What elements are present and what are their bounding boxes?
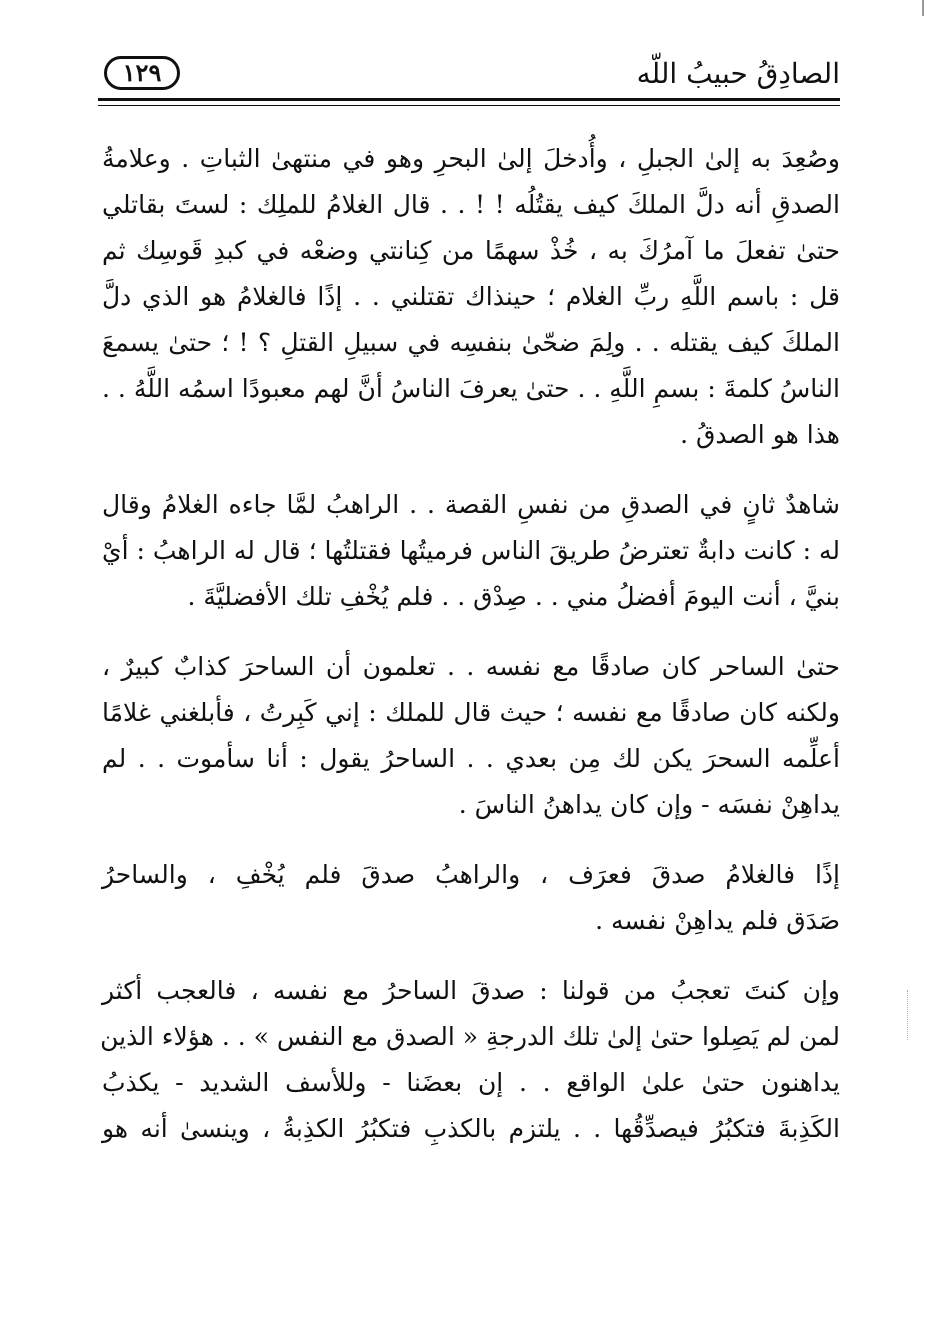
- text-line: يداهنون حتىٰ علىٰ الواقع . . إن بعضَنا - وللأسف الشديد - يكذبُ: [102, 1068, 840, 1097]
- text-line: قل : باسم اللَّهِ ربِّ الغلام ؛ حينذاك تقتلني . . إذًا فالغلامُ هو الذي دلَّ: [102, 282, 840, 311]
- text-line: له : كانت دابةٌ تعترضُ طريقَ الناس فرميتُها فقتلتُها ؛ قال له الراهبُ : أيْ: [102, 536, 840, 565]
- text-line: حتىٰ تفعلَ ما آمرُكَ به ، خُذْ سهمًا من كِنانتي وضعْه في كبدِ قَوسِك ثم: [102, 236, 840, 265]
- text-line: إذًا فالغلامُ صدقَ فعرَف ، والراهبُ صدقَ فلم يُخْفِ ، والساحرُ: [102, 860, 840, 889]
- paragraph: [102, 644, 840, 828]
- page-number-badge: ١٢٩: [104, 56, 180, 90]
- page-header: [98, 52, 840, 108]
- text-line: هذا هو الصدقُ .: [680, 420, 840, 449]
- paragraph: [102, 852, 840, 944]
- page-body: [102, 136, 840, 1176]
- paragraph: [102, 968, 840, 1152]
- header-rule-thick: [98, 98, 840, 101]
- scan-margin-dots: [906, 990, 908, 1040]
- text-line: الصدقِ أنه دلَّ الملكَ كيف يقتُلُه ! ! . . قال الغلامُ للملِك : لستَ بقاتلي: [102, 190, 840, 219]
- paragraph: [102, 136, 840, 458]
- text-line: بنيَّ ، أنت اليومَ أفضلُ مني . . صِدْق . . فلم يُخْفِ تلك الأفضليَّةَ .: [187, 582, 840, 611]
- text-line: وصُعِدَ به إلىٰ الجبلِ ، وأُدخلَ إلىٰ البحرِ وهو في منتهىٰ الثباتِ . وعلامةُ: [102, 144, 840, 173]
- text-line: يداهِنْ نفسَه - وإن كان يداهنُ الناسَ .: [458, 790, 840, 819]
- paragraph: [102, 482, 840, 620]
- text-line: ولكنه كان صادقًا مع نفسه ؛ حيث قال للملك : إني كَبِرتُ ، فأبلغني غلامًا: [102, 698, 840, 727]
- scan-edge-mark: [922, 0, 924, 16]
- text-line: الملكَ كيف يقتله . . ولِمَ ضحّىٰ بنفسِه في سبيلِ القتلِ ؟ ! ؛ حتىٰ يسمعَ: [102, 328, 840, 357]
- text-line: صَدَق فلم يداهِنْ نفسه .: [595, 906, 840, 935]
- text-line: شاهدٌ ثانٍ في الصدقِ من نفسِ القصة . . الراهبُ لمَّا جاءه الغلامُ وقال: [102, 490, 840, 519]
- text-line: لمن لم يَصِلوا حتىٰ إلىٰ تلك الدرجةِ « الصدق مع النفس » . . هؤلاء الذين: [100, 1022, 840, 1051]
- text-line: أعلِّمه السحرَ يكن لك مِن بعدي . . الساحرُ يقول : أنا سأموت . . لم: [102, 744, 840, 773]
- running-title: الصادِقُ حبيبُ اللّه: [636, 57, 840, 90]
- text-line: حتىٰ الساحر كان صادقًا مع نفسه . . تعلمون أن الساحرَ كذابٌ كبيرٌ ،: [102, 652, 840, 681]
- header-rule-thin: [98, 105, 840, 106]
- text-line: الناسُ كلمةَ : بسمِ اللَّهِ . . حتىٰ يعرفَ الناسُ أنَّ لهم معبودًا اسمُه اللَّهُ . .: [102, 374, 840, 403]
- text-line: الكَذِبةَ فتكبُرُ فيصدِّقُها . . يلتزم بالكذبِ فتكبُرُ الكذِبةُ ، وينسىٰ أنه هو: [102, 1114, 840, 1143]
- text-line: وإن كنتَ تعجبُ من قولنا : صدقَ الساحرُ مع نفسه ، فالعجب أكثر: [102, 976, 840, 1005]
